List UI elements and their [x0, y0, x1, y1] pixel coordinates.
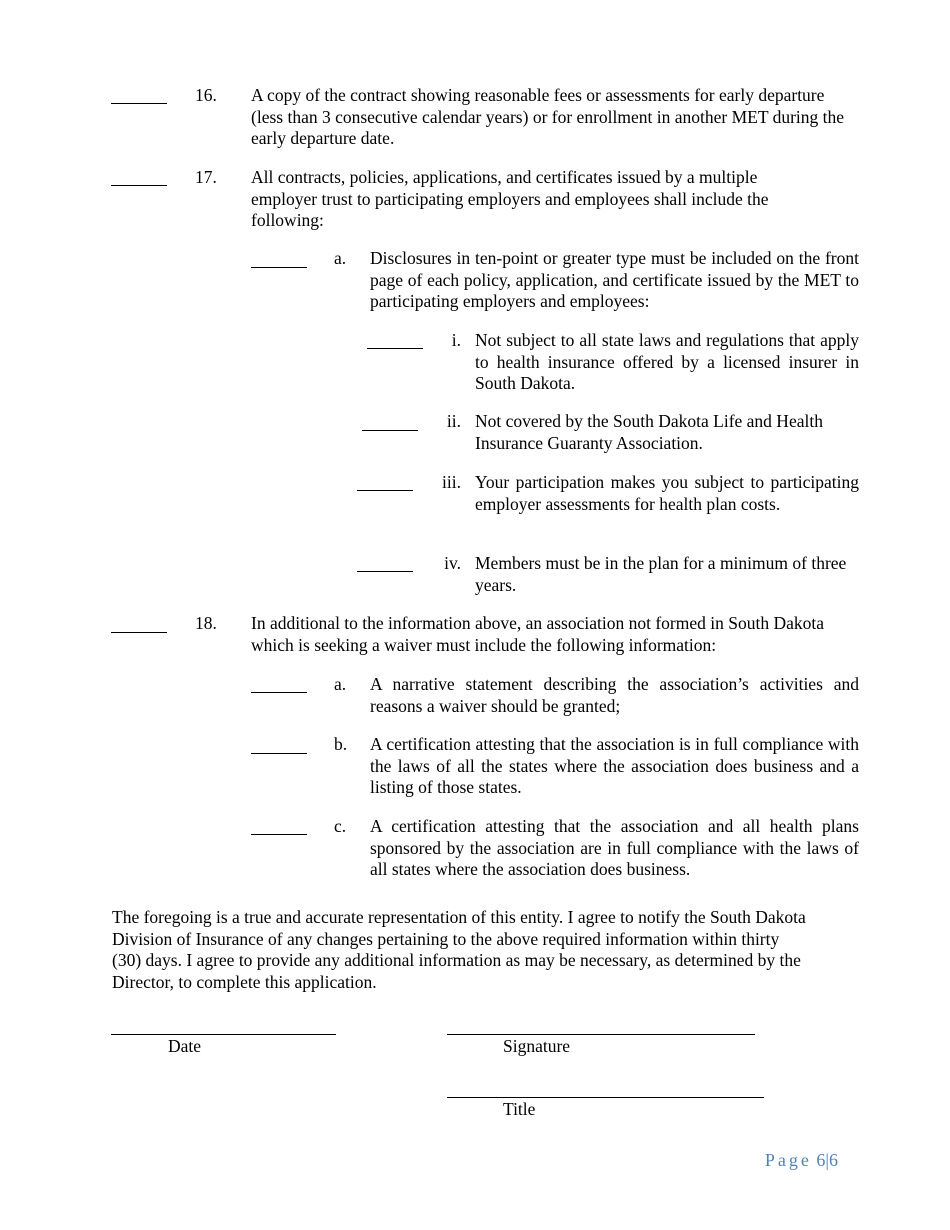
checkbox-line-18[interactable]	[111, 632, 167, 633]
item-18b-text: A certification attesting that the association is in full compliance with the laws of all the states where the association does business and a listing of those states.	[370, 734, 859, 797]
signature-label: Signature	[503, 1036, 571, 1056]
sub-item-letter: c.	[334, 816, 347, 836]
sub-item-letter: a.	[334, 248, 347, 268]
item-number: 16.	[195, 85, 217, 105]
item-18a-text: A narrative statement describing the association’s activities and reasons a waiver should be granted;	[370, 674, 859, 716]
page-number	[765, 1150, 838, 1172]
page-word: Page	[764, 1150, 812, 1170]
signature-line[interactable]	[447, 1034, 755, 1035]
item-17a-text: Disclosures in ten-point or greater type must be included on the front page of each policy, application, and certificate issued by the MET to participating employers and employees:	[370, 248, 859, 311]
roman-numeral: i.	[451, 330, 461, 350]
item-18-text: In additional to the information above, an association not formed in South Dakota which is seeking a waiver must include the following information:	[251, 613, 824, 655]
date-line[interactable]	[111, 1034, 336, 1035]
item-17aiv-text: Members must be in the plan for a minimum of three years.	[475, 553, 847, 595]
sub-item-letter: a.	[334, 674, 347, 694]
checkbox-line-18c[interactable]	[251, 834, 307, 835]
checkbox-line-17aii[interactable]	[362, 430, 418, 431]
item-number: 18.	[195, 613, 217, 633]
item-17ai-text: Not subject to all state laws and regulations that apply to health insurance offered by a licensed insurer in South Dakota.	[475, 330, 859, 393]
checkbox-line-16[interactable]	[111, 103, 167, 104]
attestation-paragraph: The foregoing is a true and accurate representation of this entity. I agree to notify the South Dakota Division of Insurance of any changes pertaining to the above required information within thirty (30) days. I agree to provide any additional information as may be necessary, as determined by the Director, to complete this application.	[112, 907, 806, 992]
item-17aiii-text: Your participation makes you subject to participating employer assessments for health plan costs.	[475, 472, 859, 514]
item-17aii-text: Not covered by the South Dakota Life and Health Insurance Guaranty Association.	[475, 411, 823, 453]
checkbox-line-17aiv[interactable]	[357, 571, 413, 572]
checkbox-line-18b[interactable]	[251, 753, 307, 754]
checkbox-line-18a[interactable]	[251, 692, 307, 693]
item-18c-text: A certification attesting that the association and all health plans sponsored by the association are in full compliance with the laws of all states where the association does business.	[370, 816, 859, 879]
page-separator: |	[825, 1150, 829, 1170]
title-line[interactable]	[447, 1097, 764, 1098]
checkbox-line-17ai[interactable]	[367, 348, 423, 349]
roman-numeral: ii.	[446, 411, 461, 431]
roman-numeral: iv.	[444, 553, 461, 573]
item-17-text: All contracts, policies, applications, and certificates issued by a multiple employer trust to participating employers and employees shall include the following:	[251, 167, 769, 230]
total-pages: 6	[829, 1150, 838, 1170]
date-label: Date	[168, 1036, 202, 1056]
sub-item-letter: b.	[334, 734, 348, 754]
checkbox-line-17a[interactable]	[251, 267, 307, 268]
checkbox-line-17aiii[interactable]	[357, 490, 413, 491]
item-number: 17.	[195, 167, 217, 187]
item-16-text: A copy of the contract showing reasonable fees or assessments for early departure (less than 3 consecutive calendar years) or for enrollment in another MET during the early departure date.	[251, 85, 845, 148]
roman-numeral: iii.	[442, 472, 461, 492]
checkbox-line-17[interactable]	[111, 185, 167, 186]
current-page: 6	[816, 1150, 826, 1170]
title-label: Title	[503, 1099, 536, 1119]
